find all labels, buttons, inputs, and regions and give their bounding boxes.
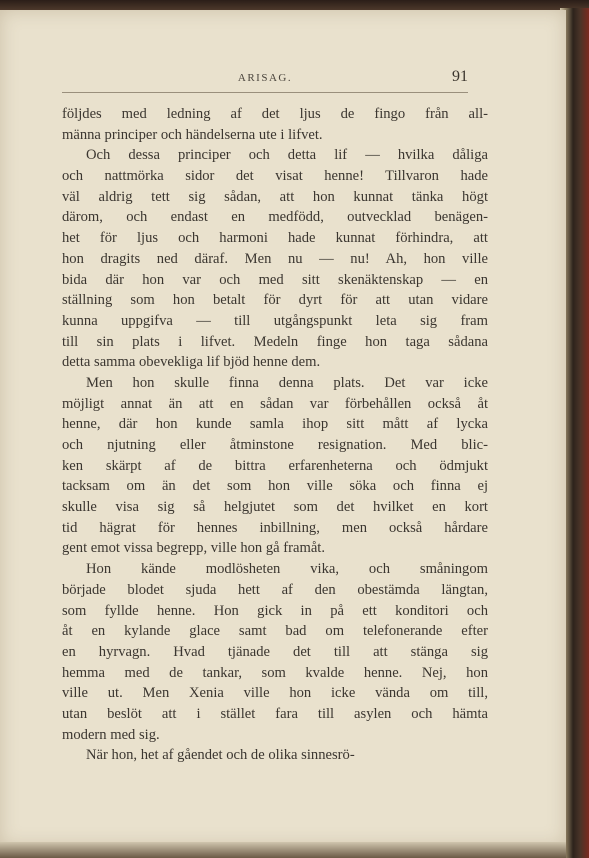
text-line: hon dragits ned däraf. Men nu — nu! Ah, hon ville [62,250,488,267]
text-line: och njutning eller åtminstone resignation. Med blic- [62,437,488,453]
text-line: gent emot vissa begrepp, ville hon gå framåt. [62,540,326,557]
text-line: möjligt annat än att en sådan var förbehållen också åt [62,395,488,412]
text-line: het för ljus och harmoni hade kunnat förhindra, att [62,230,488,247]
text-line: utan beslöt att i stället fara till asylen och hämta [62,705,488,722]
page-number: 91 [452,68,468,85]
text-line: och nattmörka sidor det visat henne! Tillvaron hade [62,168,488,185]
text-line: När hon, het af gåendet och de olika sinnesrö- [86,747,355,764]
text-line: därom, och endast en medfödd, outvecklad benägen- [62,209,488,226]
text-line: skulle visa sig så helgjutet som det hvilket en kort [62,499,488,516]
text-line: tacksam om än det som hon ville söka och finna ej [62,478,488,495]
text-line: detta samma obevekliga lif bjöd henne dem. [62,354,321,371]
text-line: ville ut. Men Xenia ville hon icke vända om till, [62,685,488,702]
text-line: började blodet sjuda hett af den obestämda längtan, [62,581,488,598]
text-line: ställning som hon betalt för dyrt för att utan vidare [62,292,488,309]
text-line: männa principer och händelserna ute i lifvet. [62,126,323,143]
text-line: följdes med ledning af det ljus de fingo från all- [62,106,488,122]
text-body [62,104,488,766]
text-line: Men hon skulle finna denna plats. Det var icke [86,374,488,391]
text-line: modern med sig. [62,726,160,743]
text-line: hemma med de tankar, som kvalde henne. Nej, hon [62,664,488,681]
text-line: bida där hon var och med sitt skenäktenskap — en [62,271,488,288]
page-header [62,64,468,93]
running-title: ARISAG. [237,72,293,84]
text-line: Och dessa principer och detta lif — hvilka dåliga [86,147,488,164]
text-line: som fyllde henne. Hon gick in på ett konditori och [62,602,488,619]
text-line: henne, där hon kunde samla ihop sitt mått af lycka [62,416,488,433]
book-bottom-edge [0,842,566,858]
text-line: tid hägrat för hennes inbillning, men också hårdare [62,519,488,536]
text-line: ken skärpt af de bittra erfarenheterna och ödmjukt [62,457,488,474]
text-line: åt en kylande glace samt bad om telefonerande efter [62,623,488,640]
text-line: till sin plats i lifvet. Medeln finge hon taga sådana [62,333,488,350]
text-line: Hon kände modlösheten vika, och småningom [86,561,488,578]
text-line: en hyrvagn. Hvad tjänade det till att stänga sig [62,643,488,660]
text-line: kunna uppgifva — till utgångspunkt leta sig fram [62,312,488,329]
text-line: väl aldrig tett sig sådan, att hon kunnat tänka högt [62,188,488,205]
